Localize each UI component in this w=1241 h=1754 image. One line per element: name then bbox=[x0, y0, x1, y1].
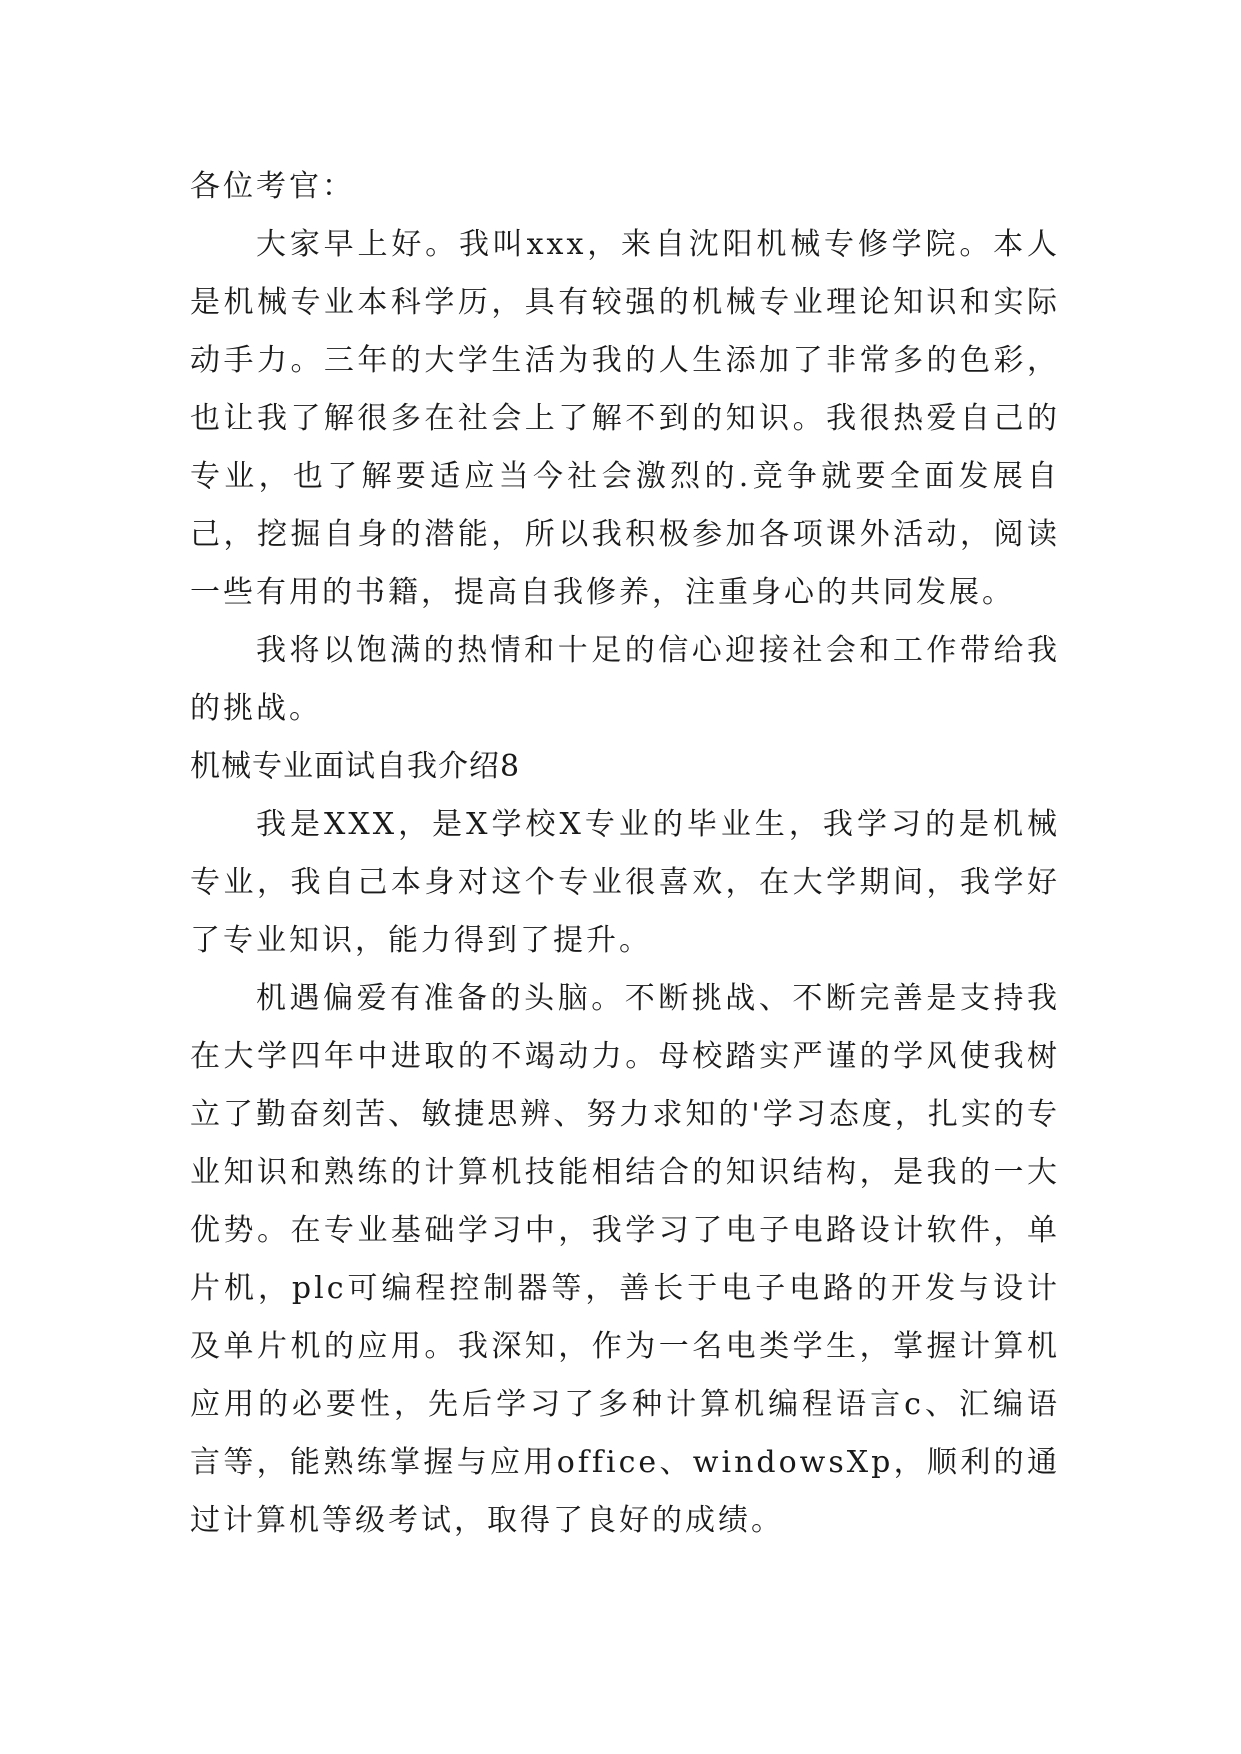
document-body bbox=[190, 158, 1060, 1550]
paragraph-self-intro: 我是XXX，是X学校X专业的毕业生，我学习的是机械专业，我自己本身对这个专业很喜欢，在大学期间，我学好了专业知识，能力得到了提升。 bbox=[190, 807, 1060, 958]
paragraph-strengths: 机遇偏爱有准备的头脑。不断挑战、不断完善是支持我在大学四年中进取的不竭动力。母校踏实严谨的学风使我树立了勤奋刻苦、敏捷思辨、努力求知的'学习态度，扎实的专业知识和熟练的计算机技能相结合的知识结构，是我的一大优势。在专业基础学习中，我学习了电子电路设计软件，单片机，plc可编程控制器等，善长于电子电路的开发与设计及单片机的应用。我深知，作为一名电类学生，掌握计算机应用的必要性，先后学习了多种计算机编程语言c、汇编语言等，能熟练掌握与应用office、windowsXp，顺利的通过计算机等级考试，取得了良好的成绩。 bbox=[190, 981, 1060, 1538]
section-heading: 机械专业面试自我介绍8 bbox=[190, 749, 521, 784]
paragraph-introduction: 大家早上好。我叫xxx，来自沈阳机械专修学院。本人是机械专业本科学历，具有较强的机械专业理论知识和实际动手力。三年的大学生活为我的人生添加了非常多的色彩，也让我了解很多在社会上了解不到的知识。我很热爱自己的专业，也了解要适应当今社会激烈的.竞争就要全面发展自己，挖掘自身的潜能，所以我积极参加各项课外活动，阅读一些有用的书籍，提高自我修养，注重身心的共同发展。 bbox=[190, 227, 1060, 610]
salutation: 各位考官： bbox=[190, 169, 355, 204]
paragraph-closing: 我将以饱满的热情和十足的信心迎接社会和工作带给我的挑战。 bbox=[190, 633, 1060, 726]
